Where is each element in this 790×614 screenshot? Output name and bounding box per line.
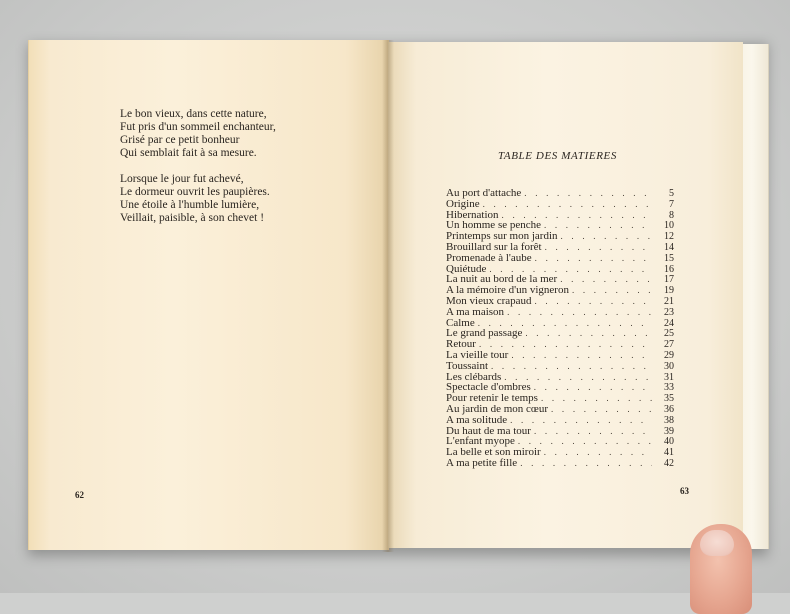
toc-entry [446, 328, 674, 339]
left-page-number: 62 [75, 490, 84, 500]
toc-entry-title: A ma solitude [446, 414, 508, 426]
toc-leader-dots [534, 382, 652, 393]
toc-leader-dots [478, 318, 652, 329]
toc-entry [446, 264, 674, 275]
toc-entry-title: Calme [446, 317, 475, 329]
toc-entry [446, 339, 674, 350]
book-gutter [382, 40, 394, 552]
toc-entry [446, 242, 674, 253]
toc-entry-page: 42 [664, 457, 674, 469]
toc-entry-page: 39 [664, 425, 674, 437]
toc-leader-dots [518, 436, 652, 447]
toc-entry-title: A la mémoire d'un vigneron [446, 285, 569, 296]
toc-entry-title: Les clébards [446, 371, 502, 383]
poem-line: Veillait, paisible, à son chevet ! [120, 212, 265, 224]
toc-entry-title: Hibernation [446, 209, 499, 221]
toc-entry [446, 350, 674, 361]
toc-entry-page: 30 [664, 360, 674, 372]
toc-entry-title: Printemps sur mon jardin [446, 231, 558, 242]
toc-entry [446, 199, 674, 210]
poem-line: Lorsque le jour fut achevé, [120, 173, 244, 185]
poem-line: Une étoile à l'humble lumière, [120, 199, 260, 211]
toc-title: TABLE DES MATIERES [498, 150, 617, 162]
poem-line: Grisé par ce petit bonheur [120, 134, 240, 146]
toc-entry [446, 231, 674, 242]
poem-line: Le dormeur ouvrit les paupières. [120, 186, 270, 198]
fingernail [700, 530, 734, 556]
toc-entry-page: 10 [664, 220, 674, 232]
toc-entry-title: Un homme se penche [446, 220, 541, 232]
toc-entry [446, 382, 674, 393]
toc-entry-page: 23 [664, 306, 674, 318]
right-page-number: 63 [680, 486, 689, 496]
toc-entry [446, 296, 674, 307]
toc-entry-page: 40 [664, 436, 674, 448]
toc-entry-page: 7 [669, 198, 674, 210]
toc-leader-dots [545, 242, 652, 253]
toc-entry-title: Retour [446, 339, 476, 350]
toc-entry-page: 41 [664, 447, 674, 458]
toc-entry-title: Mon vieux crapaud [446, 295, 532, 307]
toc-leader-dots [535, 253, 652, 264]
poem-line: Fut pris d'un sommeil enchanteur, [120, 121, 276, 133]
toc-entry [446, 415, 674, 426]
toc-entry-title: Origine [446, 198, 480, 210]
toc-entry-title: La belle et son miroir [446, 447, 541, 458]
toc-leader-dots [544, 447, 652, 458]
toc-leader-dots [572, 285, 652, 296]
toc-entry-title: Quiétude [446, 263, 487, 275]
toc-leader-dots [510, 415, 652, 426]
poem [120, 108, 340, 238]
toc-entry-page: 33 [664, 382, 674, 394]
toc-entry [446, 426, 674, 437]
toc-entry-page: 12 [664, 231, 674, 242]
toc-entry-page: 38 [664, 414, 674, 426]
toc-leader-dots [560, 274, 652, 285]
toc-entry-page: 27 [664, 339, 674, 350]
toc-entry-title: Au jardin de mon cœur [446, 403, 549, 415]
toc-entry-title: Spectacle d'ombres [446, 382, 531, 394]
toc-entry [446, 458, 674, 469]
toc-entry-page: 36 [664, 403, 674, 415]
toc-entry-title: La nuit au bord de la mer [446, 274, 558, 286]
toc-entry [446, 253, 674, 264]
toc-entry-page: 25 [664, 328, 674, 340]
toc-entry [446, 220, 674, 231]
toc-entry-title: Toussaint [446, 360, 489, 372]
toc-entry-page: 31 [664, 371, 674, 383]
toc-entry [446, 436, 674, 447]
toc-leader-dots [541, 393, 652, 404]
poem-line: Le bon vieux, dans cette nature, [120, 108, 267, 120]
toc-entry [446, 361, 674, 372]
toc-entry-title: A ma petite fille [446, 457, 518, 469]
toc-entry [446, 274, 674, 285]
toc-entry-title: Promenade à l'aube [446, 252, 532, 264]
toc-entry-title: Le grand passage [446, 328, 523, 340]
poem-stanza-2 [120, 173, 340, 225]
toc-leader-dots [525, 328, 652, 339]
toc-entry [446, 318, 674, 329]
toc-entry-page: 35 [664, 393, 674, 404]
toc-entry-title: Brouillard sur la forêt [446, 241, 542, 253]
toc-leader-dots [504, 372, 652, 383]
toc-entry-page: 17 [664, 274, 674, 286]
toc-leader-dots [511, 350, 652, 361]
toc-entry [446, 372, 674, 383]
toc-entry-title: Au port d'attache [446, 188, 522, 199]
toc-entry [446, 285, 674, 296]
toc-leader-dots [551, 404, 652, 415]
toc-entry-title: Du haut de ma tour [446, 425, 531, 437]
toc-entry [446, 210, 674, 221]
poem-line: Qui semblait fait à sa mesure. [120, 147, 257, 159]
toc-entry [446, 404, 674, 415]
toc-leader-dots [489, 264, 652, 275]
toc-entry-title: L'enfant myope [446, 436, 515, 448]
toc-entry [446, 447, 674, 458]
toc-entry-page: 14 [664, 241, 674, 253]
toc-entry-title: Pour retenir le temps [446, 393, 538, 404]
toc-entry-page: 8 [669, 209, 674, 221]
toc-leader-dots [483, 199, 652, 210]
toc-leader-dots [534, 426, 652, 437]
toc-entry [446, 188, 674, 199]
toc-leader-dots [491, 361, 652, 372]
toc-leader-dots [479, 339, 652, 350]
toc-entry-page: 29 [664, 349, 674, 361]
toc-leader-dots [535, 296, 652, 307]
poem-stanza-1 [120, 108, 340, 160]
toc-entry-page: 5 [669, 188, 674, 199]
toc-entry [446, 307, 674, 318]
toc-entry-page: 24 [664, 317, 674, 329]
toc-entry-title: A ma maison [446, 306, 505, 318]
toc-entry-page: 16 [664, 263, 674, 275]
toc-leader-dots [561, 231, 652, 242]
toc-entry [446, 393, 674, 404]
toc-leader-dots [524, 188, 652, 199]
toc-leader-dots [507, 307, 652, 318]
toc-entry-page: 21 [664, 295, 674, 307]
table-of-contents [446, 188, 674, 469]
toc-leader-dots [520, 458, 652, 469]
toc-entry-page: 15 [664, 252, 674, 264]
toc-entry-title: La vieille tour [446, 349, 509, 361]
toc-leader-dots [544, 220, 652, 231]
toc-entry-page: 19 [664, 285, 674, 296]
toc-leader-dots [502, 210, 652, 221]
